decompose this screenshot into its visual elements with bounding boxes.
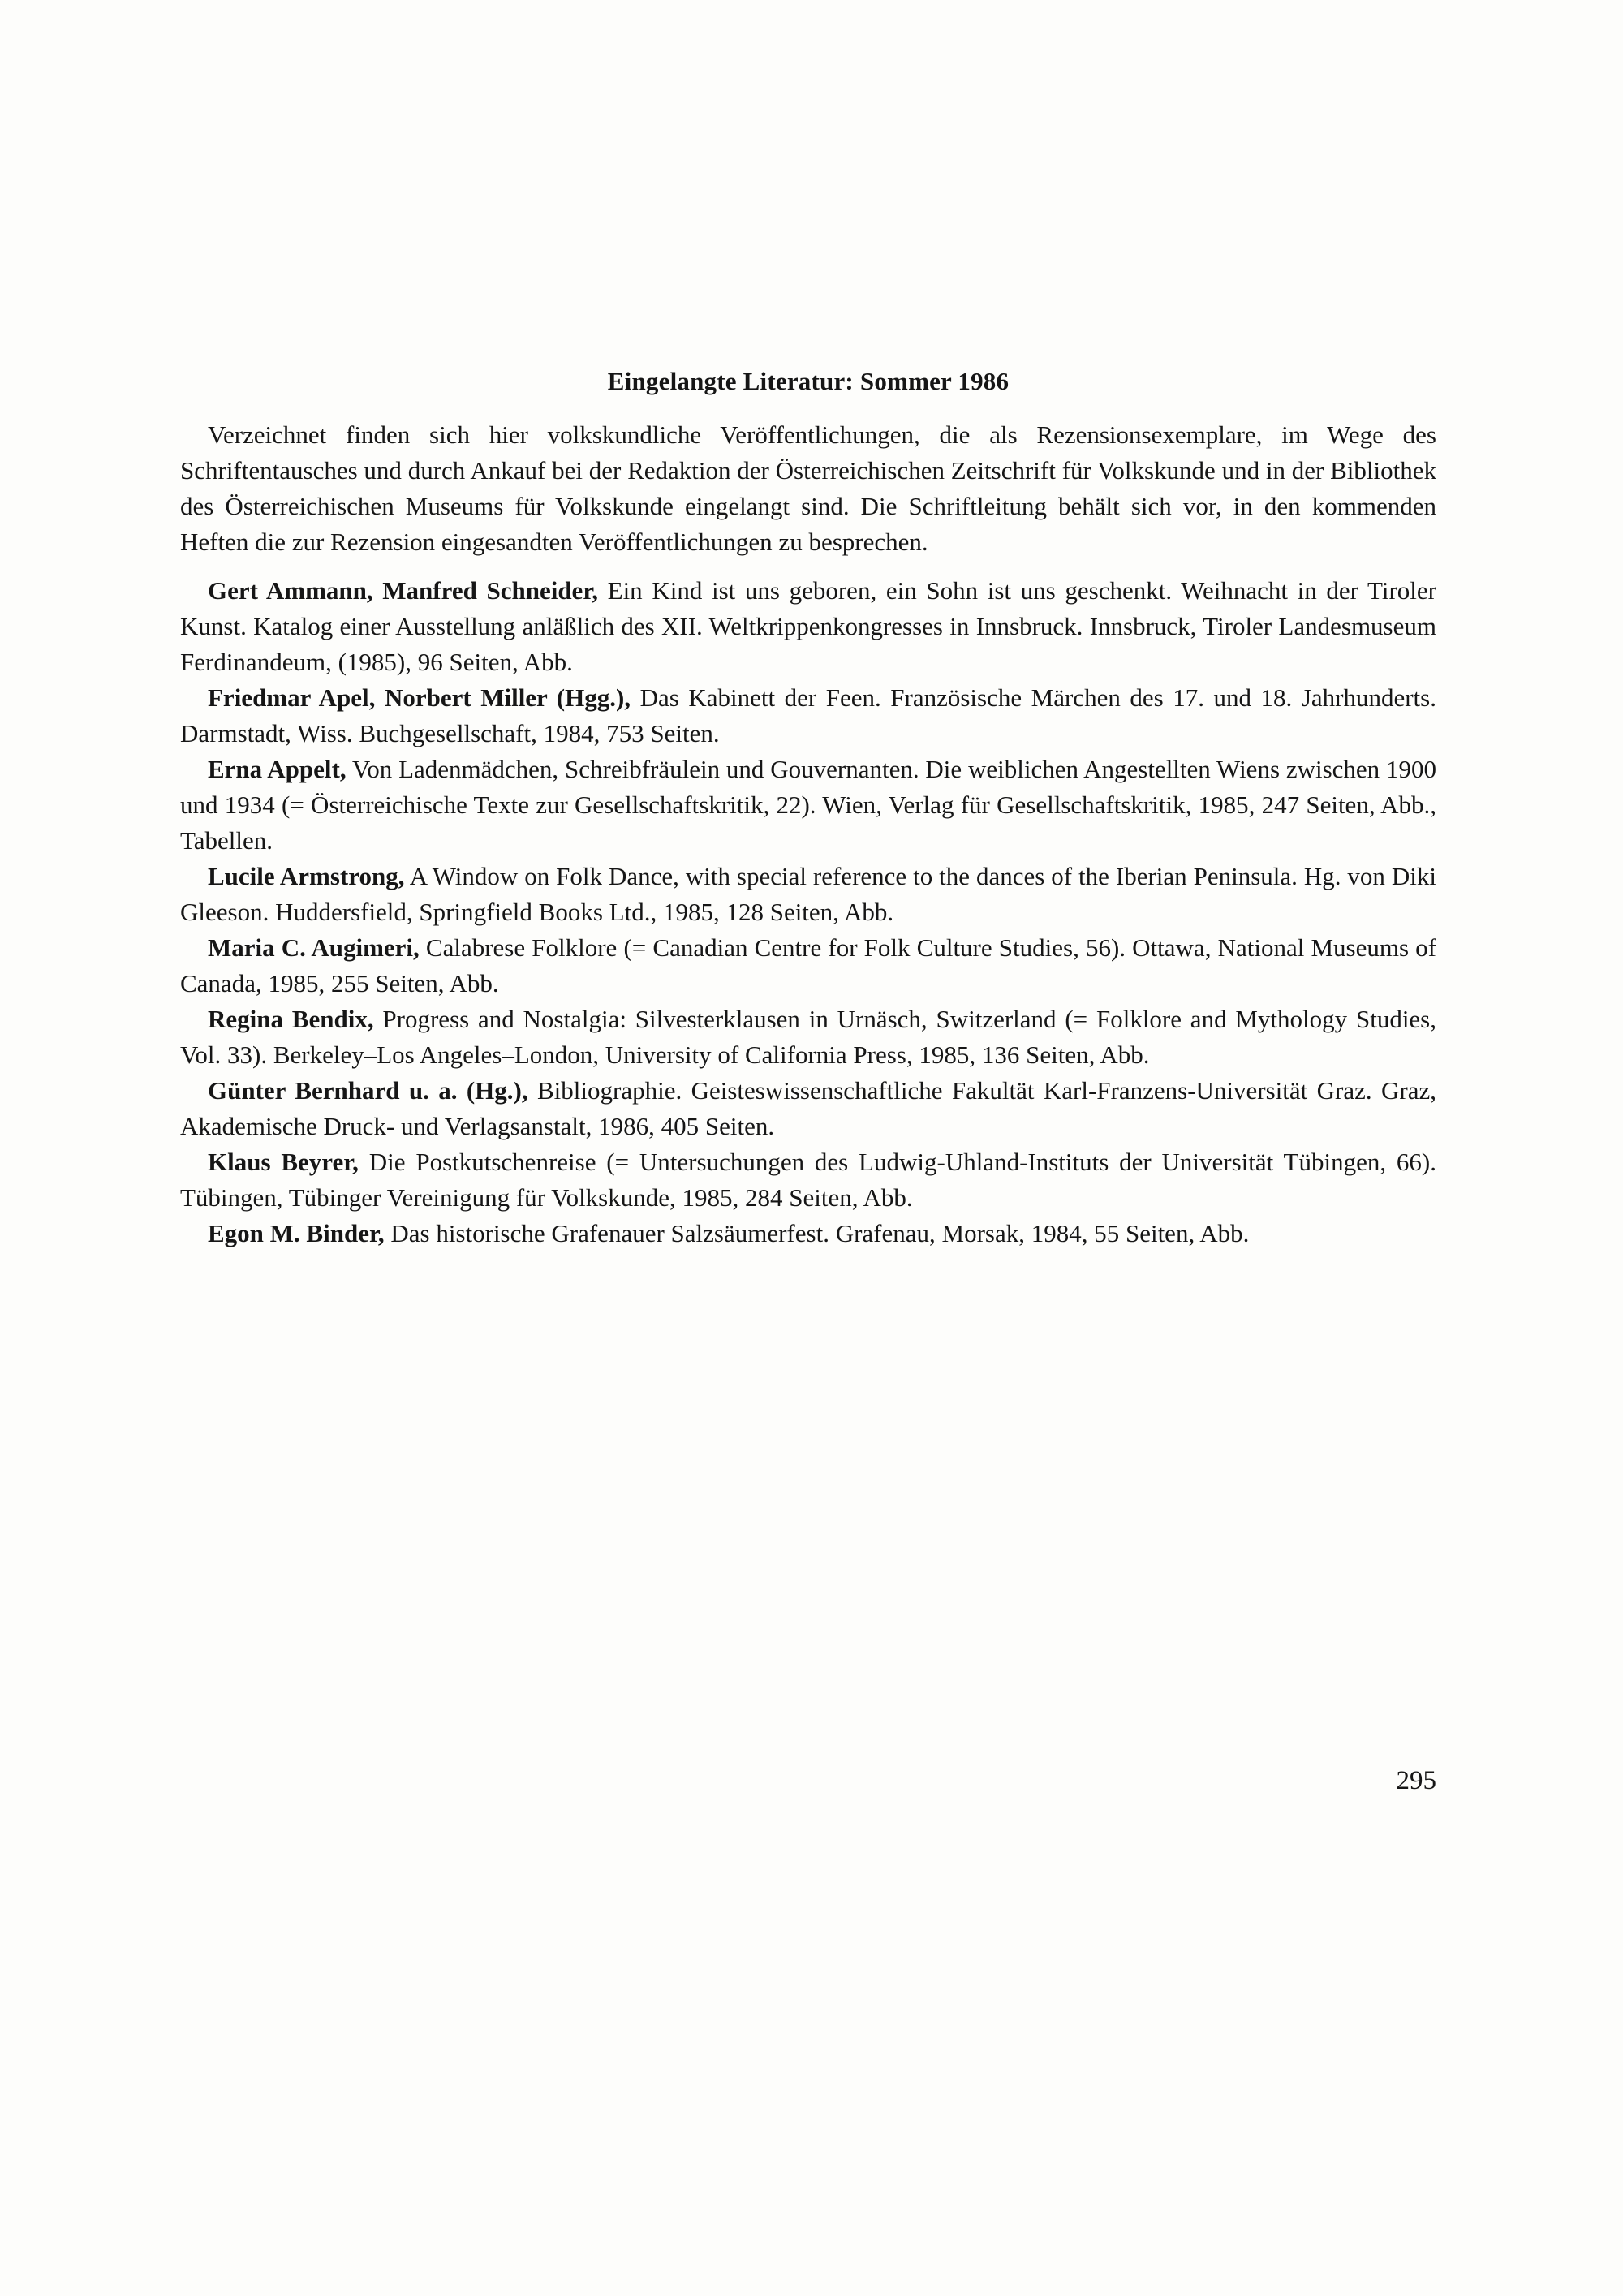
entry-authors: Maria C. Augimeri,: [208, 933, 420, 962]
entry-authors: Klaus Beyrer,: [208, 1148, 359, 1176]
entry: [180, 1002, 1436, 1073]
entry-text: Von Ladenmädchen, Schreibfräulein und Gouvernanten. Die weiblichen Angestellten Wiens zwischen 1900 und 1934 (= Österreichische Texte zur Gesellschaftskritik, 22). Wien, Verlag für Gesellschaftskritik, 1985, 247 Seiten, Abb., Tabellen.: [180, 755, 1436, 855]
page-title: Eingelangte Literatur: Sommer 1986: [607, 367, 1010, 395]
entry-text: Das historische Grafenauer Salzsäumerfest. Grafenau, Morsak, 1984, 55 Seiten, Abb.: [384, 1219, 1250, 1247]
entry: [180, 930, 1436, 1002]
entry-authors: Regina Bendix,: [208, 1005, 374, 1033]
entry-text: Das Kabinett der Feen. Französische Märchen des 17. und 18. Jahrhunderts. Darmstadt, Wiss. Buchgesellschaft, 1984, 753 Seiten.: [180, 683, 1436, 747]
entry-text: Bibliographie. Geisteswissenschaftliche Fakultät Karl-Franzens-Universität Graz. Graz, Akademische Druck- und Verlagsanstalt, 1986, 405 Seiten.: [180, 1076, 1436, 1140]
entry: [180, 1144, 1436, 1216]
entry: [180, 680, 1436, 752]
entry-authors: Friedmar Apel, Norbert Miller (Hgg.),: [208, 683, 631, 712]
entry-text: Progress and Nostalgia: Silvesterklausen in Urnäsch, Switzerland (= Folklore and Mythology Studies, Vol. 33). Berkeley–Los Angeles–London, University of California Press, 1985, 136 Seiten, Abb.: [180, 1005, 1437, 1069]
entry-authors: Lucile Armstrong,: [208, 862, 405, 890]
entry-list: [180, 573, 1436, 1251]
document-page: [180, 364, 1436, 1251]
entry-authors: Günter Bernhard u. a. (Hg.),: [208, 1076, 528, 1105]
entry: [180, 573, 1436, 680]
entry-authors: Egon M. Binder,: [208, 1219, 385, 1247]
entry: [180, 859, 1436, 930]
entry: [180, 752, 1436, 859]
entry: [180, 1073, 1436, 1144]
entry: [180, 1216, 1436, 1251]
entry-authors: Erna Appelt,: [208, 755, 347, 783]
entry-text: Ein Kind ist uns geboren, ein Sohn ist uns geschenkt. Weihnacht in der Tiroler Kunst. Katalog einer Ausstellung anläßlich des XII. Weltkrippenkongresses in Innsbruck. Innsbruck, Tiroler Landesmuseum Ferdinandeum, (1985), 96 Seiten, Abb.: [180, 576, 1436, 676]
intro-paragraph: Verzeichnet finden sich hier volkskundliche Veröffentlichungen, die als Rezensionsexemplare, im Wege des Schriftentausches und durch Ankauf bei der Redaktion der Österreichischen Zeitschrift für Volkskunde und in der Bibliothek des Österreichischen Museums für Volkskunde eingelangt sind. Die Schriftleitung behält sich vor, in den kommenden Heften die zur Rezension eingesandten Veröffentlichungen zu besprechen.: [180, 420, 1436, 556]
entry-text: A Window on Folk Dance, with special reference to the dances of the Iberian Peninsula. Hg. von Diki Gleeson. Huddersfield, Springfield Books Ltd., 1985, 128 Seiten, Abb.: [180, 862, 1436, 926]
entry-text: Calabrese Folklore (= Canadian Centre for Folk Culture Studies, 56). Ottawa, National Museums of Canada, 1985, 255 Seiten, Abb.: [180, 933, 1436, 997]
entry-text: Die Postkutschenreise (= Untersuchungen des Ludwig-Uhland-Instituts der Universität Tübingen, 66). Tübingen, Tübinger Vereinigung für Volkskunde, 1985, 284 Seiten, Abb.: [180, 1148, 1437, 1212]
page-number: 295: [1396, 1766, 1436, 1795]
entry-authors: Gert Ammann, Manfred Schneider,: [208, 576, 598, 605]
